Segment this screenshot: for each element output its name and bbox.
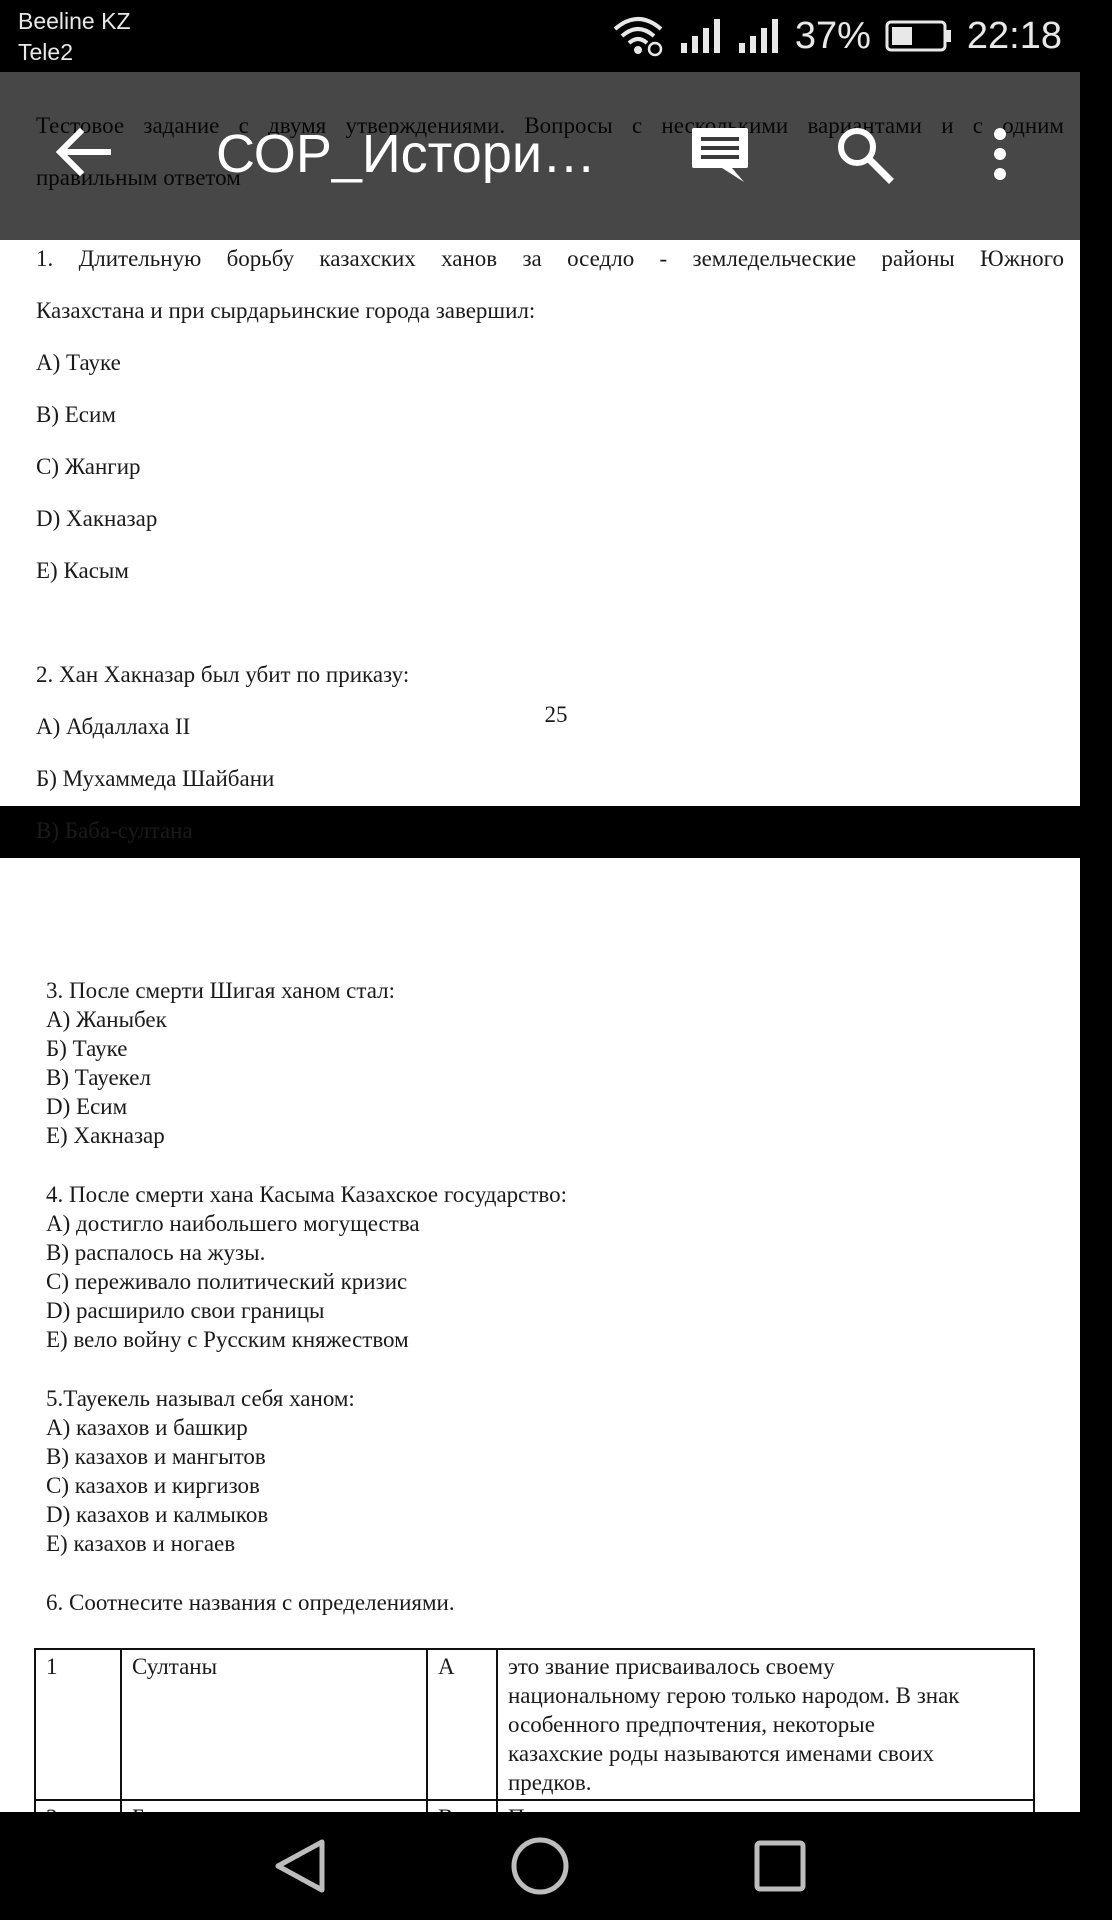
question-5-option: D) казахов и калмыков [46, 1502, 269, 1527]
carrier-1-label: Beeline KZ [18, 8, 131, 34]
comment-icon[interactable] [688, 124, 752, 191]
document-title: СОР_Истори… [216, 124, 597, 184]
table-cell-num: 1 [35, 1649, 121, 1800]
question-2-option: Б) Мухаммеда Шайбани [36, 766, 275, 791]
nav-home-icon[interactable] [510, 1836, 570, 1901]
matching-table [34, 1648, 1035, 1836]
question-4-option: D) расширило свои границы [46, 1298, 325, 1323]
question-6: 6. Соотнесите названия с определениями. [46, 1590, 455, 1615]
question-2: 2. Хан Хакназар был убит по приказу: [36, 662, 410, 687]
question-2-option: В) Баба-султана [36, 818, 193, 843]
definition-line: казахские роды называются именами своих [508, 1741, 935, 1766]
question-5-option: B) казахов и мангытов [46, 1444, 266, 1469]
question-3-option: A) Жаныбек [46, 1007, 167, 1032]
table-cell-letter: A [427, 1649, 497, 1800]
more-vert-icon[interactable] [990, 124, 1010, 189]
table-cell-definition [497, 1649, 1034, 1800]
question-3-option: В) Тауекел [46, 1065, 151, 1090]
battery-percent: 37% [794, 14, 871, 57]
nav-recents-icon[interactable] [752, 1836, 808, 1901]
page-number: 25 [544, 702, 568, 727]
carrier-2-label: Tele2 [18, 39, 73, 65]
question-1-option: D) Хакназар [36, 506, 158, 531]
back-arrow-icon[interactable] [54, 126, 112, 183]
search-icon[interactable] [834, 124, 894, 189]
question-4-option: B) распалось на жузы. [46, 1240, 266, 1265]
question-4-option: A) достигло наибольшего могущества [46, 1211, 420, 1236]
question-3: 3. После смерти Шигая ханом стал: [46, 978, 395, 1003]
definition-line: предков. [508, 1770, 592, 1795]
question-3-option: D) Есим [46, 1094, 128, 1119]
signal-icon-2 [737, 17, 781, 55]
question-4-option: C) переживало политический кризис [46, 1269, 408, 1294]
system-nav-bar [0, 1812, 1080, 1920]
question-3-option: E) Хакназар [46, 1123, 165, 1148]
wifi-icon [611, 15, 665, 57]
question-5: 5.Тауекель называл себя ханом: [46, 1386, 355, 1411]
signal-icon [679, 17, 723, 55]
question-1-option: C) Жангир [36, 454, 141, 479]
question-5-option: E) казахов и ногаев [46, 1531, 236, 1556]
question-5-option: C) казахов и киргизов [46, 1473, 260, 1498]
question-1-line-1: 1. Длительную борьбу казахских ханов за оседло - земледельческие районы Южного [36, 246, 1064, 271]
question-4: 4. После смерти хана Касыма Казахское государство: [46, 1182, 568, 1207]
status-bar [0, 0, 1080, 72]
definition-line: особенного предпочтения, некоторые [508, 1712, 875, 1737]
question-1-option: A) Тауке [36, 350, 121, 375]
nav-back-icon[interactable] [272, 1836, 328, 1901]
question-4-option: E) вело войну с Русским княжеством [46, 1327, 409, 1352]
question-5-option: A) казахов и башкир [46, 1415, 248, 1440]
question-3-option: Б) Тауке [46, 1036, 128, 1061]
battery-icon [885, 19, 953, 53]
question-2-option: A) Абдаллаха II [36, 714, 191, 739]
question-1-option: E) Касым [36, 558, 129, 583]
question-1-line-2: Казахстана и при сырдарьинские города завершил: [36, 298, 536, 323]
table-cell-term: Султаны [121, 1649, 427, 1800]
status-icons [611, 0, 1062, 72]
app-bar [0, 72, 1080, 240]
table-row [35, 1649, 1034, 1800]
document-page-2[interactable] [0, 858, 1080, 1812]
definition-line: это звание присваивалось своему [508, 1654, 835, 1679]
carrier-info [18, 6, 131, 68]
clock: 22:18 [966, 14, 1062, 57]
question-1-option: B) Есим [36, 402, 116, 427]
questions-3-6 [46, 976, 1036, 1617]
definition-line: национальному герою только народом. В знак [508, 1683, 960, 1708]
